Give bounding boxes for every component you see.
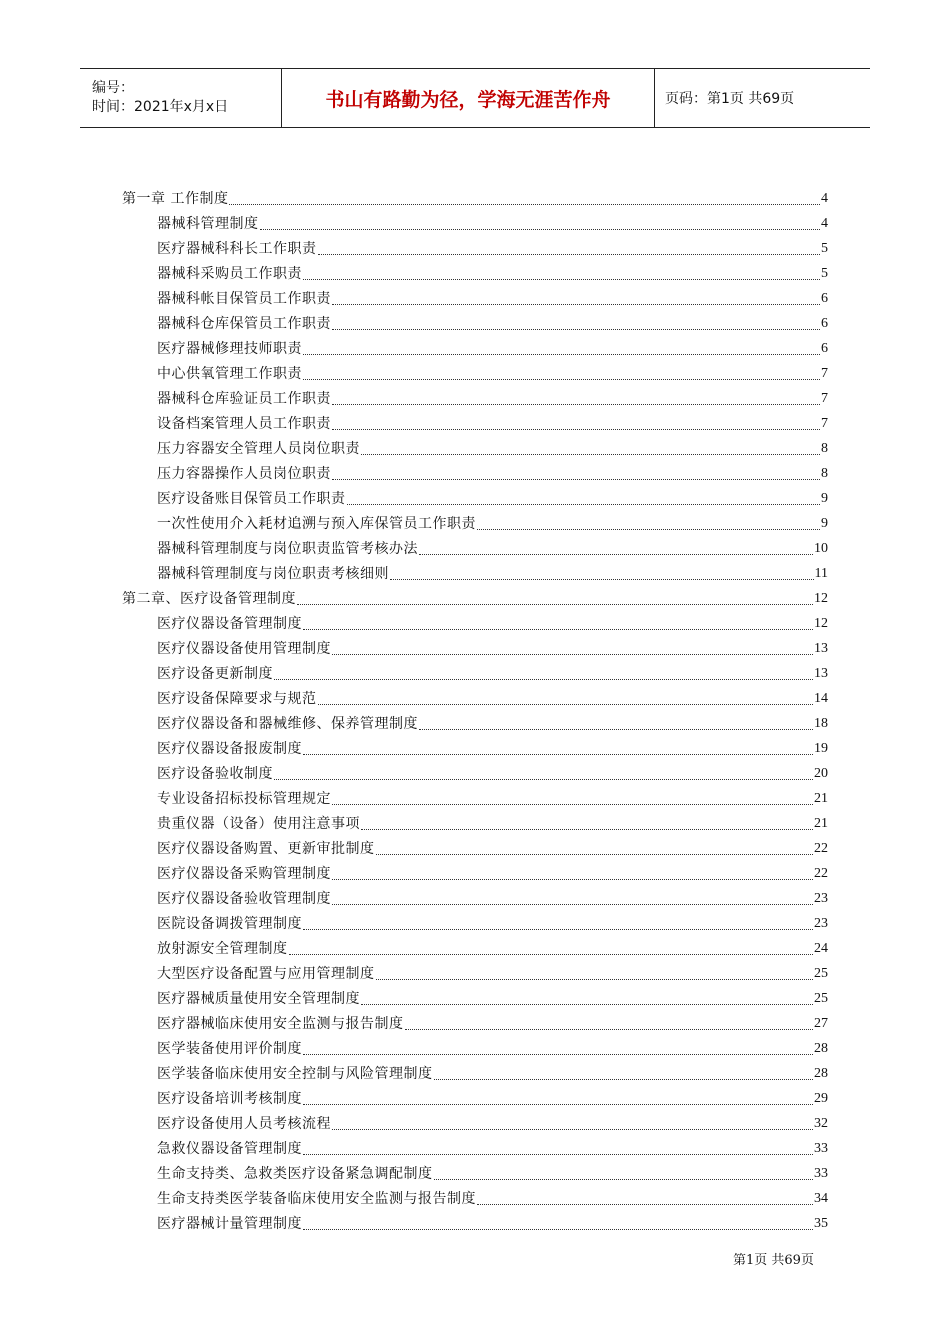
toc-entry-page: 27 — [814, 1016, 828, 1031]
toc-entry-title: 医疗设备培训考核制度 — [157, 1091, 302, 1107]
toc-entry-page: 28 — [814, 1066, 828, 1081]
toc-dot-leader — [361, 1003, 813, 1005]
toc-dot-leader — [361, 828, 813, 830]
toc-entry[interactable] — [122, 658, 828, 683]
toc-dot-leader — [303, 928, 813, 930]
toc-dot-leader — [303, 378, 820, 380]
toc-entry-page: 6 — [821, 316, 828, 331]
toc-entry-title: 器械科仓库验证员工作职责 — [157, 391, 331, 407]
toc-entry-page: 18 — [814, 716, 828, 731]
toc-entry-title: 医疗器械计量管理制度 — [157, 1216, 302, 1232]
toc-entry[interactable] — [122, 708, 828, 733]
toc-dot-leader — [303, 753, 813, 755]
toc-dot-leader — [303, 1103, 813, 1105]
toc-entry-page: 29 — [814, 1091, 828, 1106]
toc-entry[interactable] — [122, 1083, 828, 1108]
page-footer: 第1页 共69页 — [733, 1253, 814, 1268]
toc-entry-title: 中心供氧管理工作职责 — [157, 366, 302, 382]
toc-entry-title: 器械科采购员工作职责 — [157, 266, 302, 282]
toc-entry-page: 24 — [814, 941, 828, 956]
toc-entry[interactable] — [122, 383, 828, 408]
toc-entry-title: 医疗器械科科长工作职责 — [157, 241, 317, 257]
toc-entry-title: 器械科帐目保管员工作职责 — [157, 291, 331, 307]
toc-dot-leader — [303, 353, 820, 355]
toc-dot-leader — [332, 478, 820, 480]
toc-dot-leader — [303, 1053, 813, 1055]
toc-dot-leader — [229, 203, 820, 205]
toc-entry[interactable] — [122, 1008, 828, 1033]
toc-entry-title: 专业设备招标投标管理规定 — [157, 791, 331, 807]
toc-entry[interactable] — [122, 508, 828, 533]
toc-dot-leader — [405, 1028, 814, 1030]
toc-entry[interactable] — [122, 833, 828, 858]
toc-entry-page: 25 — [814, 991, 828, 1006]
toc-entry-title: 医疗器械修理技师职责 — [157, 341, 302, 357]
toc-entry-page: 7 — [821, 366, 828, 381]
toc-entry-title: 医疗仪器设备验收管理制度 — [157, 891, 331, 907]
toc-entry-title: 医学装备临床使用安全控制与风险管理制度 — [157, 1066, 433, 1082]
toc-entry-page: 10 — [814, 541, 828, 556]
toc-entry-page: 34 — [814, 1191, 828, 1206]
toc-entry-page: 8 — [821, 441, 828, 456]
toc-entry[interactable] — [122, 1033, 828, 1058]
toc-entry-title: 医疗仪器设备购置、更新审批制度 — [157, 841, 375, 857]
toc-entry[interactable] — [122, 683, 828, 708]
toc-entry-title: 器械科管理制度 — [157, 216, 259, 232]
toc-entry-title: 一次性使用介入耗材追溯与预入库保管员工作职责 — [157, 516, 476, 532]
toc-dot-leader — [477, 528, 820, 530]
toc-entry-page: 7 — [821, 416, 828, 431]
toc-entry-page: 5 — [821, 266, 828, 281]
toc-entry-page: 22 — [814, 841, 828, 856]
toc-entry-title: 设备档案管理人员工作职责 — [157, 416, 331, 432]
toc-entry[interactable] — [122, 433, 828, 458]
toc-entry-title: 器械科管理制度与岗位职责监管考核办法 — [157, 541, 418, 557]
toc-dot-leader — [477, 1203, 813, 1205]
toc-entry-page: 32 — [814, 1116, 828, 1131]
toc-dot-leader — [390, 578, 814, 580]
toc-dot-leader — [332, 403, 820, 405]
toc-entry-title: 生命支持类、急救类医疗设备紧急调配制度 — [157, 1166, 433, 1182]
toc-entry[interactable] — [122, 733, 828, 758]
toc-dot-leader — [303, 628, 813, 630]
toc-entry[interactable] — [122, 783, 828, 808]
toc-entry-title: 医疗设备使用人员考核流程 — [157, 1116, 331, 1132]
toc-entry[interactable] — [122, 1183, 828, 1208]
toc-entry[interactable] — [122, 333, 828, 358]
toc-entry[interactable] — [122, 483, 828, 508]
toc-entry-page: 14 — [814, 691, 828, 706]
toc-entry[interactable] — [122, 533, 828, 558]
toc-dot-leader — [434, 1078, 814, 1080]
toc-entry[interactable] — [122, 183, 828, 208]
toc-entry[interactable] — [122, 558, 828, 583]
toc-dot-leader — [419, 728, 813, 730]
toc-dot-leader — [332, 303, 820, 305]
toc-entry-page: 6 — [821, 341, 828, 356]
header-meta — [80, 69, 282, 127]
toc-entry-title: 医院设备调拨管理制度 — [157, 916, 302, 932]
toc-entry[interactable] — [122, 308, 828, 333]
toc-entry-title: 医疗器械质量使用安全管理制度 — [157, 991, 360, 1007]
toc-entry[interactable] — [122, 1158, 828, 1183]
toc-entry-page: 6 — [821, 291, 828, 306]
toc-entry-title: 医疗设备账目保管员工作职责 — [157, 491, 346, 507]
toc-entry[interactable] — [122, 908, 828, 933]
toc-entry-page: 28 — [814, 1041, 828, 1056]
toc-dot-leader — [332, 428, 820, 430]
toc-entry-page: 35 — [814, 1216, 828, 1231]
toc-entry-page: 33 — [814, 1166, 828, 1181]
toc-dot-leader — [434, 1178, 814, 1180]
toc-entry-title: 大型医疗设备配置与应用管理制度 — [157, 966, 375, 982]
toc-entry-title: 医疗器械临床使用安全监测与报告制度 — [157, 1016, 404, 1032]
document-number-label: 编号： — [92, 80, 134, 96]
toc-entry-page: 9 — [821, 516, 828, 531]
toc-entry-page: 33 — [814, 1141, 828, 1156]
toc-entry-page: 23 — [814, 891, 828, 906]
header-page-info: 页码：第1页 共69页 — [665, 91, 795, 107]
toc-dot-leader — [347, 503, 821, 505]
toc-dot-leader — [376, 978, 814, 980]
toc-entry-title: 医疗设备更新制度 — [157, 666, 273, 682]
toc-entry-title: 生命支持类医学装备临床使用安全监测与报告制度 — [157, 1191, 476, 1207]
toc-entry-title: 器械科管理制度与岗位职责考核细则 — [157, 566, 389, 582]
toc-dot-leader — [303, 278, 820, 280]
toc-entry[interactable] — [122, 858, 828, 883]
toc-entry-page: 21 — [814, 816, 828, 831]
toc-dot-leader — [332, 1128, 813, 1130]
toc-entry-title: 医学装备使用评价制度 — [157, 1041, 302, 1057]
toc-dot-leader — [332, 328, 820, 330]
toc-entry[interactable] — [122, 958, 828, 983]
toc-entry-title: 放射源安全管理制度 — [157, 941, 288, 957]
toc-dot-leader — [318, 703, 814, 705]
toc-dot-leader — [289, 953, 814, 955]
toc-dot-leader — [332, 878, 813, 880]
toc-dot-leader — [318, 253, 821, 255]
toc-entry-title: 医疗仪器设备使用管理制度 — [157, 641, 331, 657]
toc-entry[interactable] — [122, 233, 828, 258]
toc-entry-page: 13 — [814, 666, 828, 681]
header-motto: 书山有路勤为径，学海无涯苦作舟 — [282, 69, 655, 127]
toc-dot-leader — [274, 678, 813, 680]
table-of-contents — [122, 183, 828, 1233]
toc-dot-leader — [419, 553, 813, 555]
toc-dot-leader — [332, 903, 813, 905]
toc-dot-leader — [332, 653, 813, 655]
toc-dot-leader — [303, 1153, 813, 1155]
toc-entry-title: 医疗设备保障要求与规范 — [157, 691, 317, 707]
toc-entry-page: 21 — [814, 791, 828, 806]
toc-dot-leader — [376, 853, 814, 855]
toc-entry-page: 9 — [821, 491, 828, 506]
toc-entry-page: 5 — [821, 241, 828, 256]
toc-entry-page: 4 — [821, 191, 828, 206]
toc-entry-page: 23 — [814, 916, 828, 931]
toc-entry[interactable] — [122, 758, 828, 783]
toc-entry[interactable] — [122, 1208, 828, 1233]
toc-dot-leader — [274, 778, 813, 780]
toc-entry[interactable] — [122, 1058, 828, 1083]
toc-dot-leader — [361, 453, 820, 455]
toc-entry[interactable] — [122, 208, 828, 233]
toc-entry-title: 贵重仪器（设备）使用注意事项 — [157, 816, 360, 832]
document-time-label: 时间：2021年x月x日 — [92, 99, 229, 115]
toc-entry[interactable] — [122, 1133, 828, 1158]
toc-entry[interactable] — [122, 608, 828, 633]
toc-entry[interactable] — [122, 283, 828, 308]
toc-entry[interactable] — [122, 358, 828, 383]
toc-entry-title: 医疗仪器设备报废制度 — [157, 741, 302, 757]
toc-dot-leader — [297, 603, 813, 605]
toc-entry-title: 医疗仪器设备和器械维修、保养管理制度 — [157, 716, 418, 732]
toc-entry[interactable] — [122, 258, 828, 283]
toc-entry[interactable] — [122, 408, 828, 433]
toc-entry-page: 25 — [814, 966, 828, 981]
toc-entry-page: 13 — [814, 641, 828, 656]
toc-entry[interactable] — [122, 633, 828, 658]
toc-entry[interactable] — [122, 983, 828, 1008]
toc-entry-title: 医疗仪器设备采购管理制度 — [157, 866, 331, 882]
toc-entry-page: 20 — [814, 766, 828, 781]
toc-entry[interactable] — [122, 458, 828, 483]
toc-entry-page: 12 — [814, 591, 828, 606]
toc-entry-page: 11 — [814, 566, 828, 581]
toc-entry-title: 压力容器安全管理人员岗位职责 — [157, 441, 360, 457]
toc-dot-leader — [260, 228, 821, 230]
toc-entry-page: 8 — [821, 466, 828, 481]
toc-entry[interactable] — [122, 583, 828, 608]
toc-entry-title: 医疗设备验收制度 — [157, 766, 273, 782]
toc-entry-page: 4 — [821, 216, 828, 231]
page-header — [80, 68, 870, 128]
toc-dot-leader — [303, 1228, 813, 1230]
toc-entry-title: 器械科仓库保管员工作职责 — [157, 316, 331, 332]
toc-entry[interactable] — [122, 808, 828, 833]
toc-entry[interactable] — [122, 1108, 828, 1133]
toc-entry-title: 第二章、医疗设备管理制度 — [122, 591, 296, 607]
toc-entry-title: 医疗仪器设备管理制度 — [157, 616, 302, 632]
toc-entry-title: 第一章 工作制度 — [122, 191, 229, 207]
toc-entry-page: 22 — [814, 866, 828, 881]
toc-entry-title: 压力容器操作人员岗位职责 — [157, 466, 331, 482]
toc-entry[interactable] — [122, 933, 828, 958]
toc-entry-title: 急救仪器设备管理制度 — [157, 1141, 302, 1157]
toc-entry-page: 19 — [814, 741, 828, 756]
toc-entry-page: 12 — [814, 616, 828, 631]
toc-entry-page: 7 — [821, 391, 828, 406]
toc-entry[interactable] — [122, 883, 828, 908]
toc-dot-leader — [332, 803, 813, 805]
